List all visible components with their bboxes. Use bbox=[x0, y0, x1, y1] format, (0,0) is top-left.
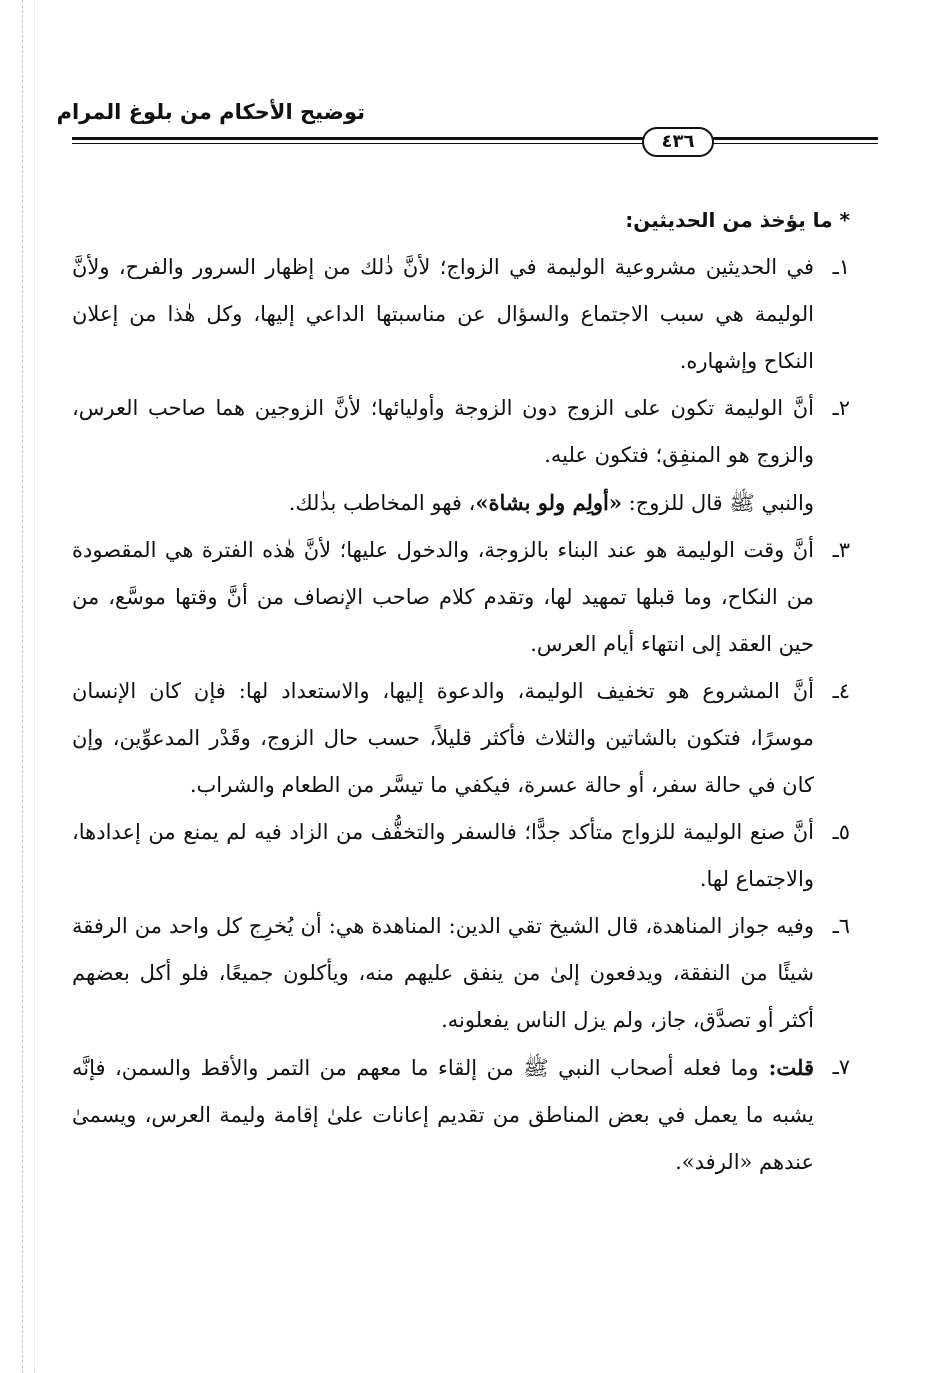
item-text: أنَّ صنع الوليمة للزواج متأكد جدًّا؛ فالسفر والتخفُّف من الزاد فيه لم يمنع من إعدادها، والاجتماع لها. bbox=[72, 820, 814, 891]
hadith-quote: «أولِم ولو بشاة» bbox=[475, 490, 622, 515]
item-number: ٣ـ bbox=[832, 538, 850, 562]
item-number: ٧ـ bbox=[832, 1055, 850, 1079]
item-text bbox=[72, 1044, 814, 1186]
note-text: ، فهو المخاطب بذٰلك. bbox=[288, 491, 476, 515]
list-item-1 bbox=[72, 244, 850, 385]
binding-edge-line bbox=[22, 0, 23, 1373]
header-rule-left bbox=[72, 137, 712, 145]
page-number: ٤٣٦ bbox=[642, 127, 714, 157]
section-heading: * ما يؤخذ من الحديثين: bbox=[625, 208, 850, 232]
item-2-note bbox=[72, 479, 850, 527]
item-text: وفيه جواز المناهدة، قال الشيخ تقي الدين: المناهدة هي: أن يُخرِج كل واحد من الرفقة شيئًا من النفقة، ويدفعون إلىٰ من ينفق عليهم منه، ويأكلون جميعًا، فلو أكل بعضهم أكثر أو تصدَّق، جاز، ولم يزل الناس يفعلونه. bbox=[72, 914, 814, 1032]
item-number: ٦ـ bbox=[832, 914, 850, 938]
item-text-rest: وما فعله أصحاب النبي ﷺ من إلقاء ما معهم من التمر والأقط والسمن، فإنَّه يشبه ما يعمل في بعض المناطق من تقديم إعانات علىٰ إقامة وليمة العرس، ويسمىٰ عندهم «الرفد». bbox=[72, 1056, 814, 1174]
item-text: أنَّ الوليمة تكون على الزوج دون الزوجة وأوليائها؛ لأنَّ الزوجين هما صاحب العرس، والزوج هو المنفِق؛ فتكون عليه. bbox=[72, 396, 814, 467]
note-text: والنبي ﷺ قال للزوج: bbox=[621, 491, 814, 515]
list-item-5 bbox=[72, 809, 850, 903]
list-item-2 bbox=[72, 385, 850, 479]
item-number: ٤ـ bbox=[832, 679, 850, 703]
item-text: أنَّ المشروع هو تخفيف الوليمة، والدعوة إليها، والاستعداد لها: فإن كان الإنسان موسرًا، فتكون بالشاتين والثلاث فأكثر قليلاً، حسب حال الزوج، وقَدْر المدعوِّين، وإن كان في حالة سفر، أو حالة عسرة، فيكفي ما تيسَّر من الطعام والشراب. bbox=[72, 679, 814, 797]
item-number: ٥ـ bbox=[832, 820, 850, 844]
item-number: ٢ـ bbox=[832, 396, 850, 420]
page-body bbox=[72, 200, 850, 1186]
item-lead: قلت: bbox=[758, 1055, 814, 1080]
item-text: في الحديثين مشروعية الوليمة في الزواج؛ لأنَّ ذٰلك من إظهار السرور والفرح، ولأنَّ الوليمة هي سبب الاجتماع والسؤال عن مناسبتها الداعي إليها، وكل هٰذا من إعلان النكاح وإشهاره. bbox=[72, 255, 814, 373]
running-title: توضيح الأحكام من بلوغ المرام bbox=[56, 100, 365, 124]
header-rule-right bbox=[712, 137, 878, 145]
item-number: ١ـ bbox=[832, 255, 850, 279]
list-item-3 bbox=[72, 527, 850, 668]
binding-edge-line bbox=[34, 0, 35, 1373]
list-item-6 bbox=[72, 903, 850, 1044]
list-item-4 bbox=[72, 668, 850, 809]
list-item-7 bbox=[72, 1044, 850, 1186]
item-text: أنَّ وقت الوليمة هو عند البناء بالزوجة، والدخول عليها؛ لأنَّ هٰذه الفترة هي المقصودة من النكاح، وما قبلها تمهيد لها، وتقدم كلام صاحب الإنصاف من أنَّ وقتها موسَّع، من حين العقد إلى انتهاء أيام العرس. bbox=[72, 538, 814, 656]
